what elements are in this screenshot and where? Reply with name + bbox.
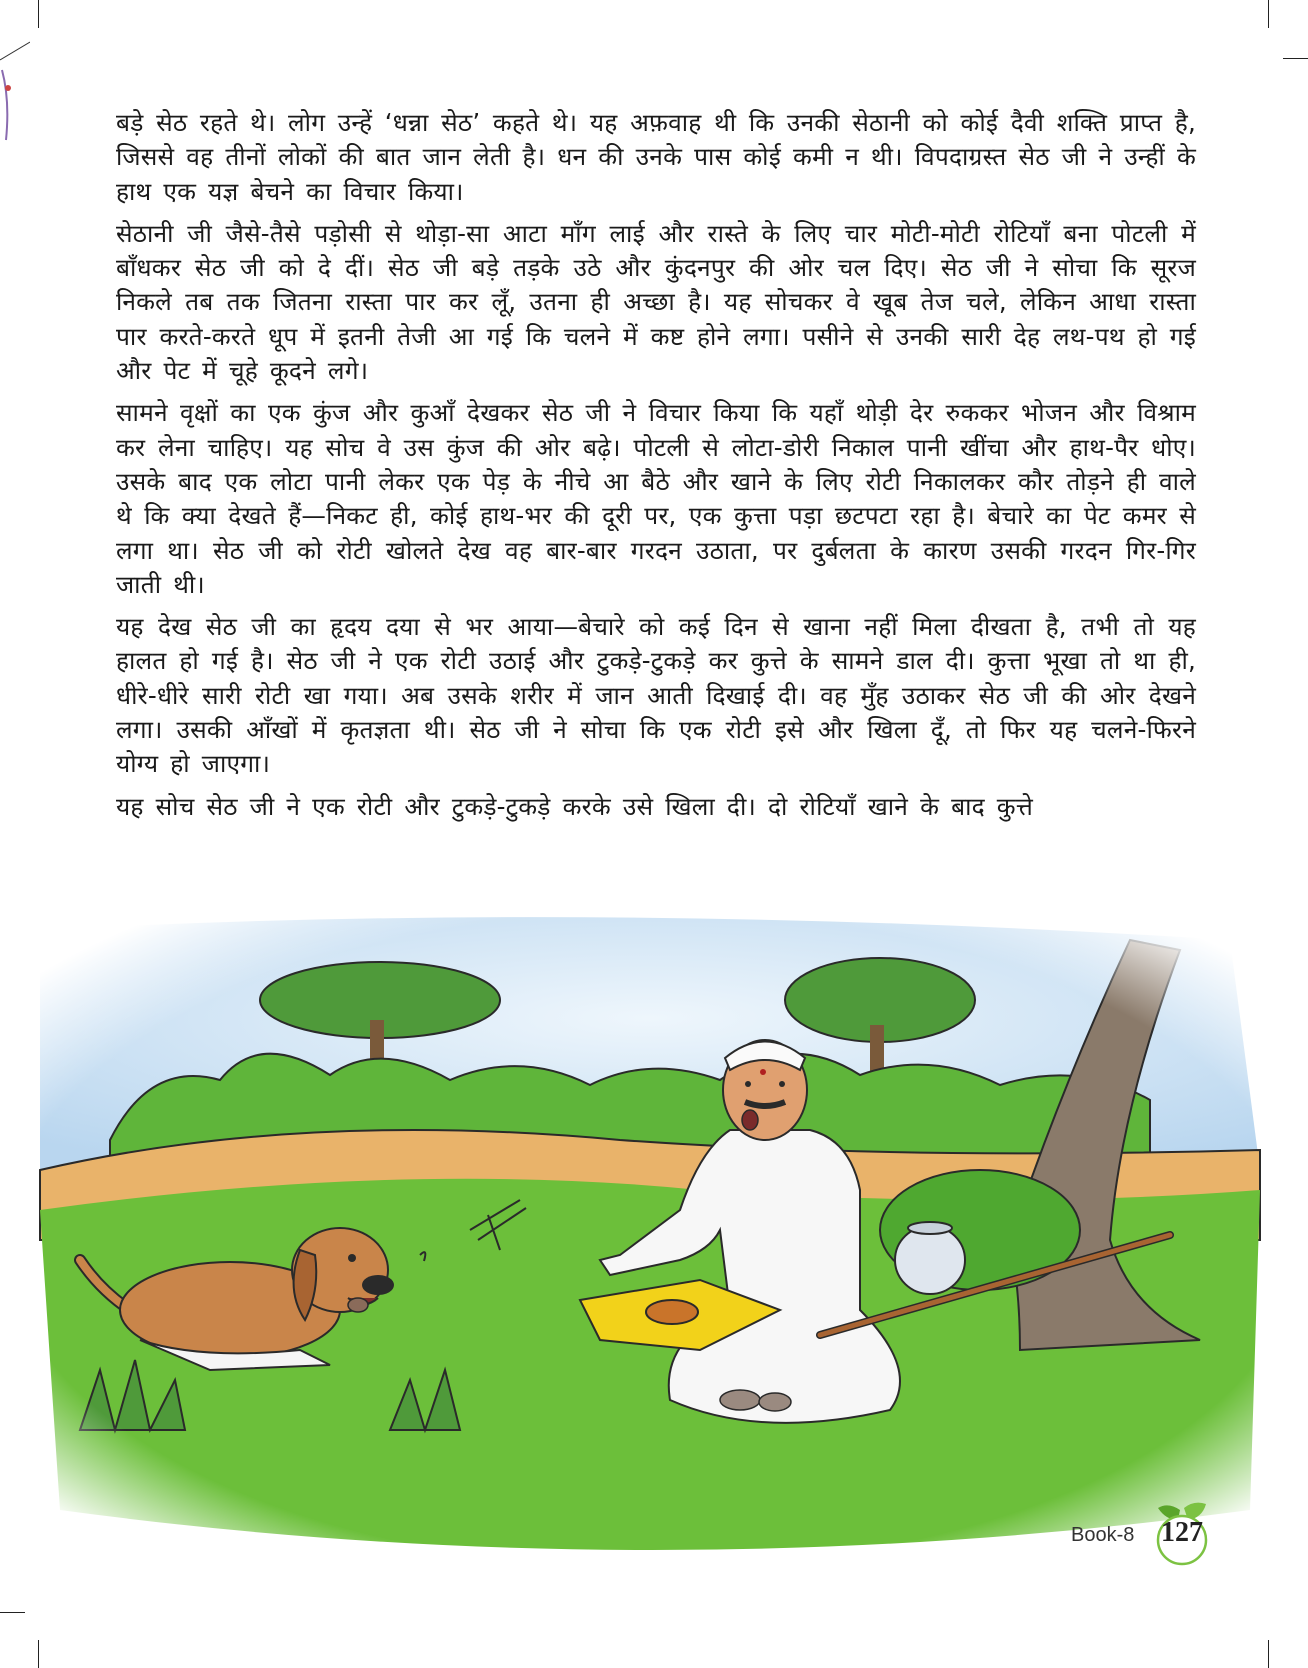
crop-mark-top-left	[38, 0, 39, 28]
page-number: 127	[1161, 1517, 1203, 1548]
story-text	[116, 106, 1196, 832]
edge-decoration	[0, 40, 30, 160]
crop-mark-top-right	[1268, 0, 1269, 28]
book-label: Book-8	[1071, 1524, 1135, 1546]
crop-mark-right-top	[1283, 58, 1308, 59]
crop-mark-bottom-right	[1268, 1640, 1269, 1668]
story-illustration	[0, 910, 1308, 1570]
crop-mark-bottom-left	[38, 1640, 39, 1668]
paragraph: बड़े सेठ रहते थे। लोग उन्हें ‘धन्ना सेठ’ कहते थे। यह अफ़वाह थी कि उनकी सेठानी को कोई दैवी शक्ति प्राप्त है, जिससे वह तीनों लोकों की बात जान लेती है। धन की उनके पास कोई कमी न थी। विपदाग्रस्त सेठ जी ने उन्हीं के हाथ एक यज्ञ बेचने का विचार किया।	[116, 108, 1196, 206]
paragraph: यह सोच सेठ जी ने एक रोटी और टुकड़े-टुकड़े करके उसे खिला दी। दो रोटियाँ खाने के बाद कुत्ते	[116, 791, 1033, 821]
crop-mark-left-bottom	[0, 1612, 25, 1613]
paragraph: सेठानी जी जैसे-तैसे पड़ोसी से थोड़ा-सा आटा माँग लाई और रास्ते के लिए चार मोटी-मोटी रोटियाँ बना पोटली में बाँधकर सेठ जी को दे दीं। सेठ जी बड़े तड़के उठे और कुंदनपुर की ओर चल दिए। सेठ जी ने सोचा कि सूरज निकले तब तक जितना रास्ता पार कर लूँ, उतना ही अच्छा है। यह सोचकर वे खूब तेज चले, लेकिन आधा रास्ता पार करते-करते धूप में इतनी तेजी आ गई कि चलने में कष्ट होने लगा। पसीने से उनकी सारी देह लथ-पथ हो गई और पेट में चूहे कूदने लगे।	[116, 218, 1196, 386]
paragraph: यह देख सेठ जी का हृदय दया से भर आया—बेचारे को कई दिन से खाना नहीं मिला दीखता है, तभी तो यह हालत हो गई है। सेठ जी ने एक रोटी उठाई और टुकड़े-टुकड़े कर कुत्ते के सामने डाल दी। कुत्ता भूखा तो था ही, धीरे-धीरे सारी रोटी खा गया। अब उसके शरीर में जान आती दिखाई दी। वह मुँह उठाकर सेठ जी की ओर देखने लगा। उसकी आँखों में कृतज्ञता थी। सेठ जी ने सोचा कि एक रोटी इसे और खिला दूँ, तो फिर यह चलने-फिरने योग्य हो जाएगा।	[116, 612, 1196, 779]
paragraph: सामने वृक्षों का एक कुंज और कुआँ देखकर सेठ जी ने विचार किया कि यहाँ थोड़ी देर रुककर भोजन और विश्राम कर लेना चाहिए। यह सोच वे उस कुंज की ओर बढ़े। पोटली से लोटा-डोरी निकाल पानी खींचा और हाथ-पैर धोए। उसके बाद एक लोटा पानी लेकर एक पेड़ के नीचे आ बैठे और खाने के लिए रोटी निकालकर कौर तोड़ने ही वाले थे कि क्या देखते हैं—निकट ही, कोई हाथ-भर की दूरी पर, एक कुत्ता पड़ा छटपटा रहा है। बेचारे का पेट कमर से लगा था। सेठ जी को रोटी खोलते देख वह बार-बार गरदन उठाता, पर दुर्बलता के कारण उसकी गरदन गिर-गिर जाती थी।	[116, 398, 1196, 599]
